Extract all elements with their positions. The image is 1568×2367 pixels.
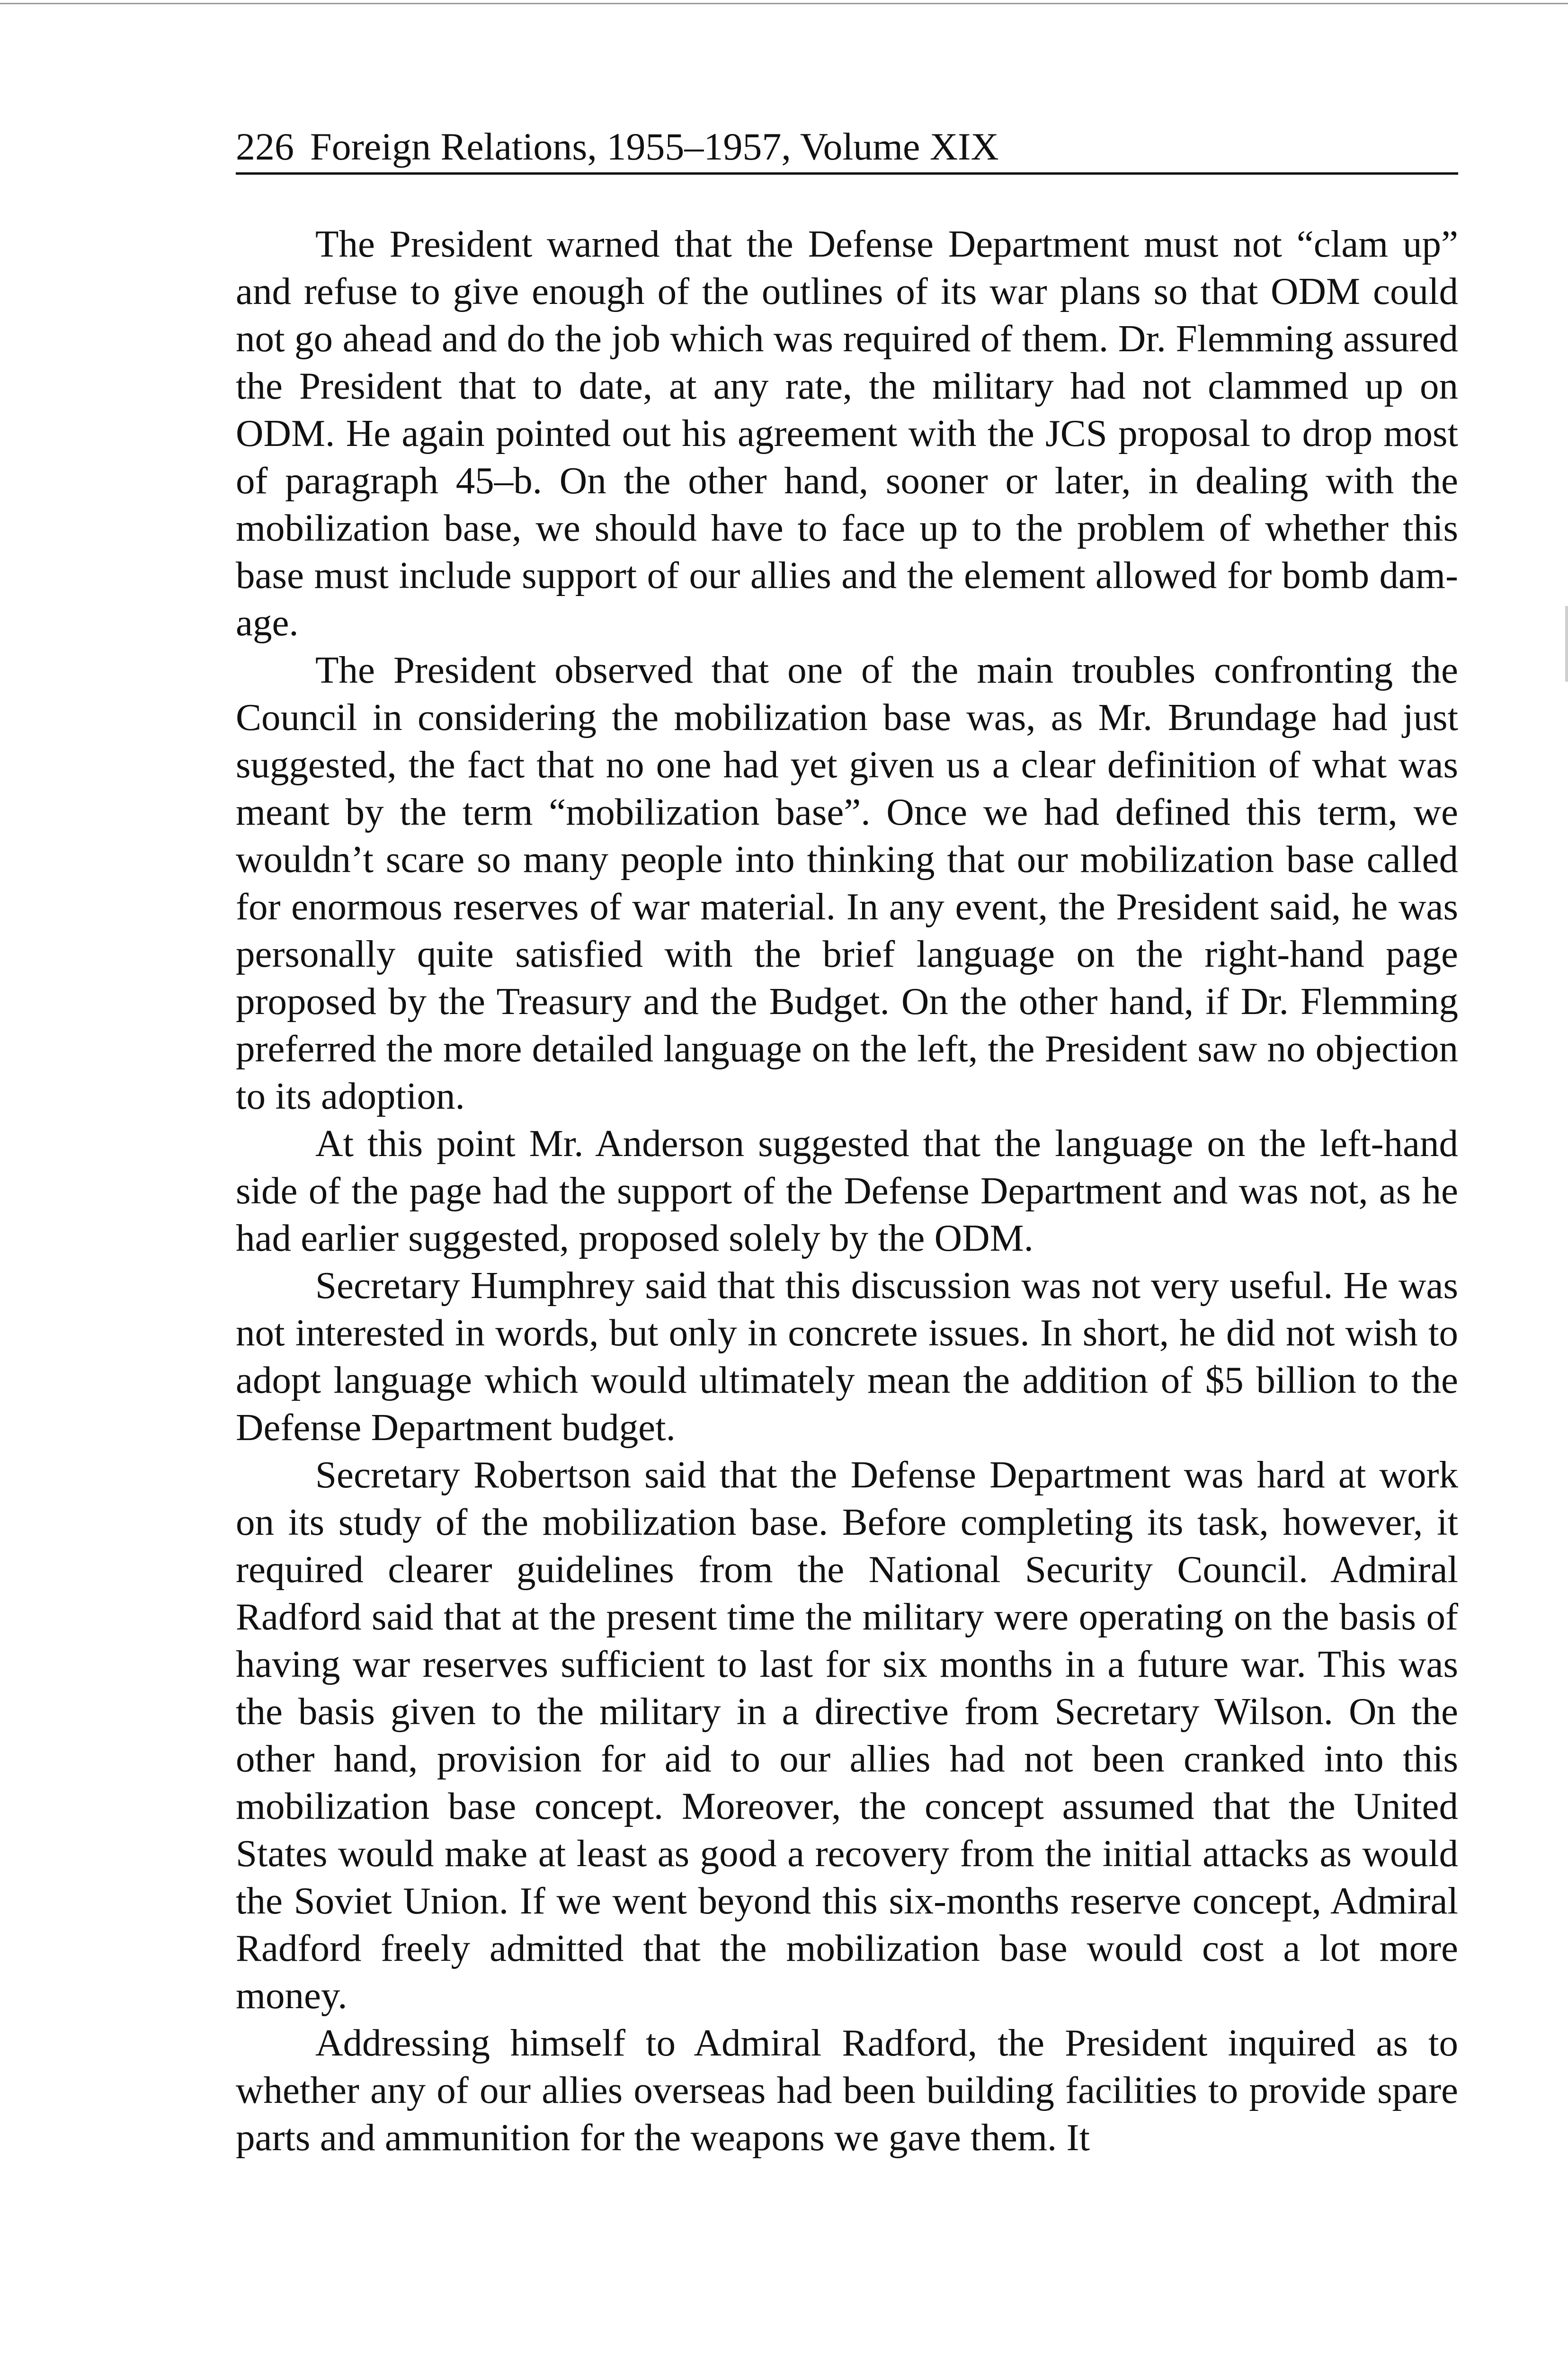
- body-text: [236, 220, 1458, 2161]
- scan-top-edge: [0, 3, 1568, 4]
- paragraph-3: At this point Mr. Anderson suggested that the language on the left-hand side of the page had the support of the Defense Department and was not, as he had earlier suggested, proposed solely by the ODM.: [236, 1122, 1458, 1259]
- paragraph-5: Secretary Robertson said that the Defense Department was hard at work on its study of the mobilization base. Before completing its task, however, it required clearer guidelines from the National Security Council. Admiral Radford said that at the present time the military were operating on the basis of having war reserves sufficient to last for six months in a future war. This was the basis given to the military in a directive from Secretary Wilson. On the other hand, provision for aid to our allies had not been cranked into this mobilization base concept. Moreover, the concept assumed that the United States would make at least as good a recovery from the initial attacks as would the Soviet Union. If we went beyond this six-months reserve concept, Admiral Radford freely admitted that the mobilization base would cost a lot more money.: [236, 1453, 1458, 2017]
- paragraph-6: Addressing himself to Admiral Radford, the President inquired as to whether any of our allies overseas had been building facilities to provide spare parts and ammunition for the weapons we gave them. It: [236, 2021, 1458, 2159]
- running-head: [236, 124, 1458, 175]
- running-head-title: Foreign Relations, 1955–1957, Volume XIX: [310, 125, 999, 168]
- paragraph-2: The President observed that one of the main troubles confronting the Council in considering the mobilization base was, as Mr. Brundage had just suggested, the fact that no one had yet given us a clear definition of what was meant by the term “mobilization base”. Once we had defined this term, we wouldn’t scare so many people into thinking that our mobilization base called for enormous reserves of war material. In any event, the President said, he was personally quite satisfied with the brief language on the right-hand page proposed by the Treasury and the Budget. On the other hand, if Dr. Flemming preferred the more detailed language on the left, the President saw no objection to its adoption.: [236, 649, 1458, 1117]
- paragraph-1: The President warned that the Defense Department must not “clam up” and refuse to give enough of the outlines of its war plans so that ODM could not go ahead and do the job which was required of them. Dr. Flemming assured the President that to date, at any rate, the military had not clammed up on ODM. He again pointed out his agreement with the JCS proposal to drop most of paragraph 45–b. On the other hand, sooner or later, in dealing with the mobilization base, we should have to face up to the problem of whether this base must include support of our allies and the element allowed for bomb damage.: [236, 222, 1458, 644]
- paragraph-4: Secretary Humphrey said that this discussion was not very useful. He was not interested in words, but only in concrete issues. In short, he did not wish to adopt language which would ultimately mean the addition of $5 billion to the Defense Department budget.: [236, 1264, 1458, 1449]
- document-page: [236, 124, 1458, 2161]
- scan-right-edge: [1565, 606, 1568, 682]
- page-number: 226: [236, 125, 294, 168]
